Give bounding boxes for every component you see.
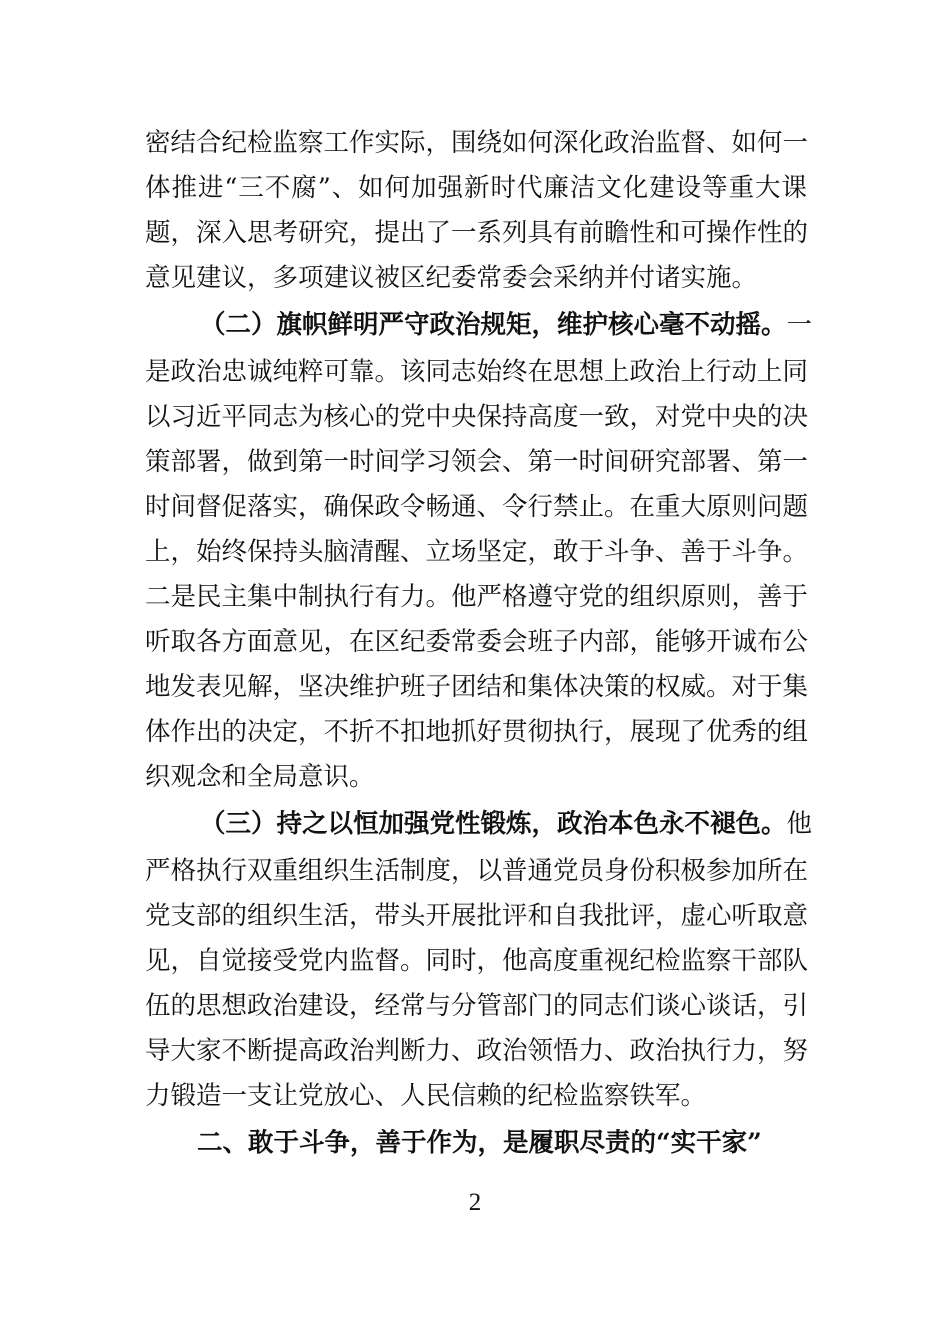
text-line: 党支部的组织生活，带头开展批评和自我批评，虚心听取意 <box>145 901 809 931</box>
text-fragment: 一 <box>786 310 813 340</box>
subsection-line <box>145 804 813 844</box>
text-line: 体作出的决定，不折不扣地抓好贯彻执行，展现了优秀的组 <box>145 717 809 747</box>
text-line: 密结合纪检监察工作实际，围绕如何深化政治监督、如何一 <box>145 128 809 158</box>
text-line: 以习近平同志为核心的党中央保持高度一致，对党中央的决 <box>145 402 809 432</box>
text-fragment: 他 <box>786 809 813 839</box>
text-line: 二是民主集中制执行有力。他严格遵守党的组织原则，善于 <box>145 582 809 612</box>
text-line: 体推进“三不腐”、如何加强新时代廉洁文化建设等重大课 <box>145 173 807 203</box>
text-line: 上，始终保持头脑清醒、立场坚定，敢于斗争、善于斗争。 <box>145 537 809 567</box>
subsection-title-2: （二）旗帜鲜明严守政治规矩，维护核心毫不动摇。 <box>200 310 787 340</box>
text-line: 力锻造一支让党放心、人民信赖的纪检监察铁军。 <box>145 1081 707 1111</box>
page-number: 2 <box>468 1189 482 1216</box>
subsection-title-3: （三）持之以恒加强党性锻炼，政治本色永不褪色。 <box>200 809 787 839</box>
text-line: 意见建议，多项建议被区纪委常委会采纳并付诸实施。 <box>145 263 758 293</box>
text-line: 策部署，做到第一时间学习领会、第一时间研究部署、第一 <box>145 447 809 477</box>
subsection-line <box>145 305 813 345</box>
text-line: 伍的思想政治建设，经常与分管部门的同志们谈心谈话，引 <box>145 991 809 1021</box>
text-line: 听取各方面意见，在区纪委常委会班子内部，能够开诚布公 <box>145 627 809 657</box>
text-line: 时间督促落实，确保政令畅通、令行禁止。在重大原则问题 <box>145 492 809 522</box>
text-line: 是政治忠诚纯粹可靠。该同志始终在思想上政治上行动上同 <box>145 357 809 387</box>
text-line: 织观念和全局意识。 <box>145 762 375 792</box>
section-heading: 二、敢于斗争，善于作为，是履职尽责的“实干家” <box>197 1128 762 1158</box>
text-line: 地发表见解，坚决维护班子团结和集体决策的权威。对于集 <box>145 672 809 702</box>
text-line: 见，自觉接受党内监督。同时，他高度重视纪检监察干部队 <box>145 946 809 976</box>
text-line: 严格执行双重组织生活制度，以普通党员身份积极参加所在 <box>145 856 809 886</box>
text-line: 题，深入思考研究，提出了一系列具有前瞻性和可操作性的 <box>145 218 809 248</box>
text-line: 导大家不断提高政治判断力、政治领悟力、政治执行力，努 <box>145 1036 809 1066</box>
